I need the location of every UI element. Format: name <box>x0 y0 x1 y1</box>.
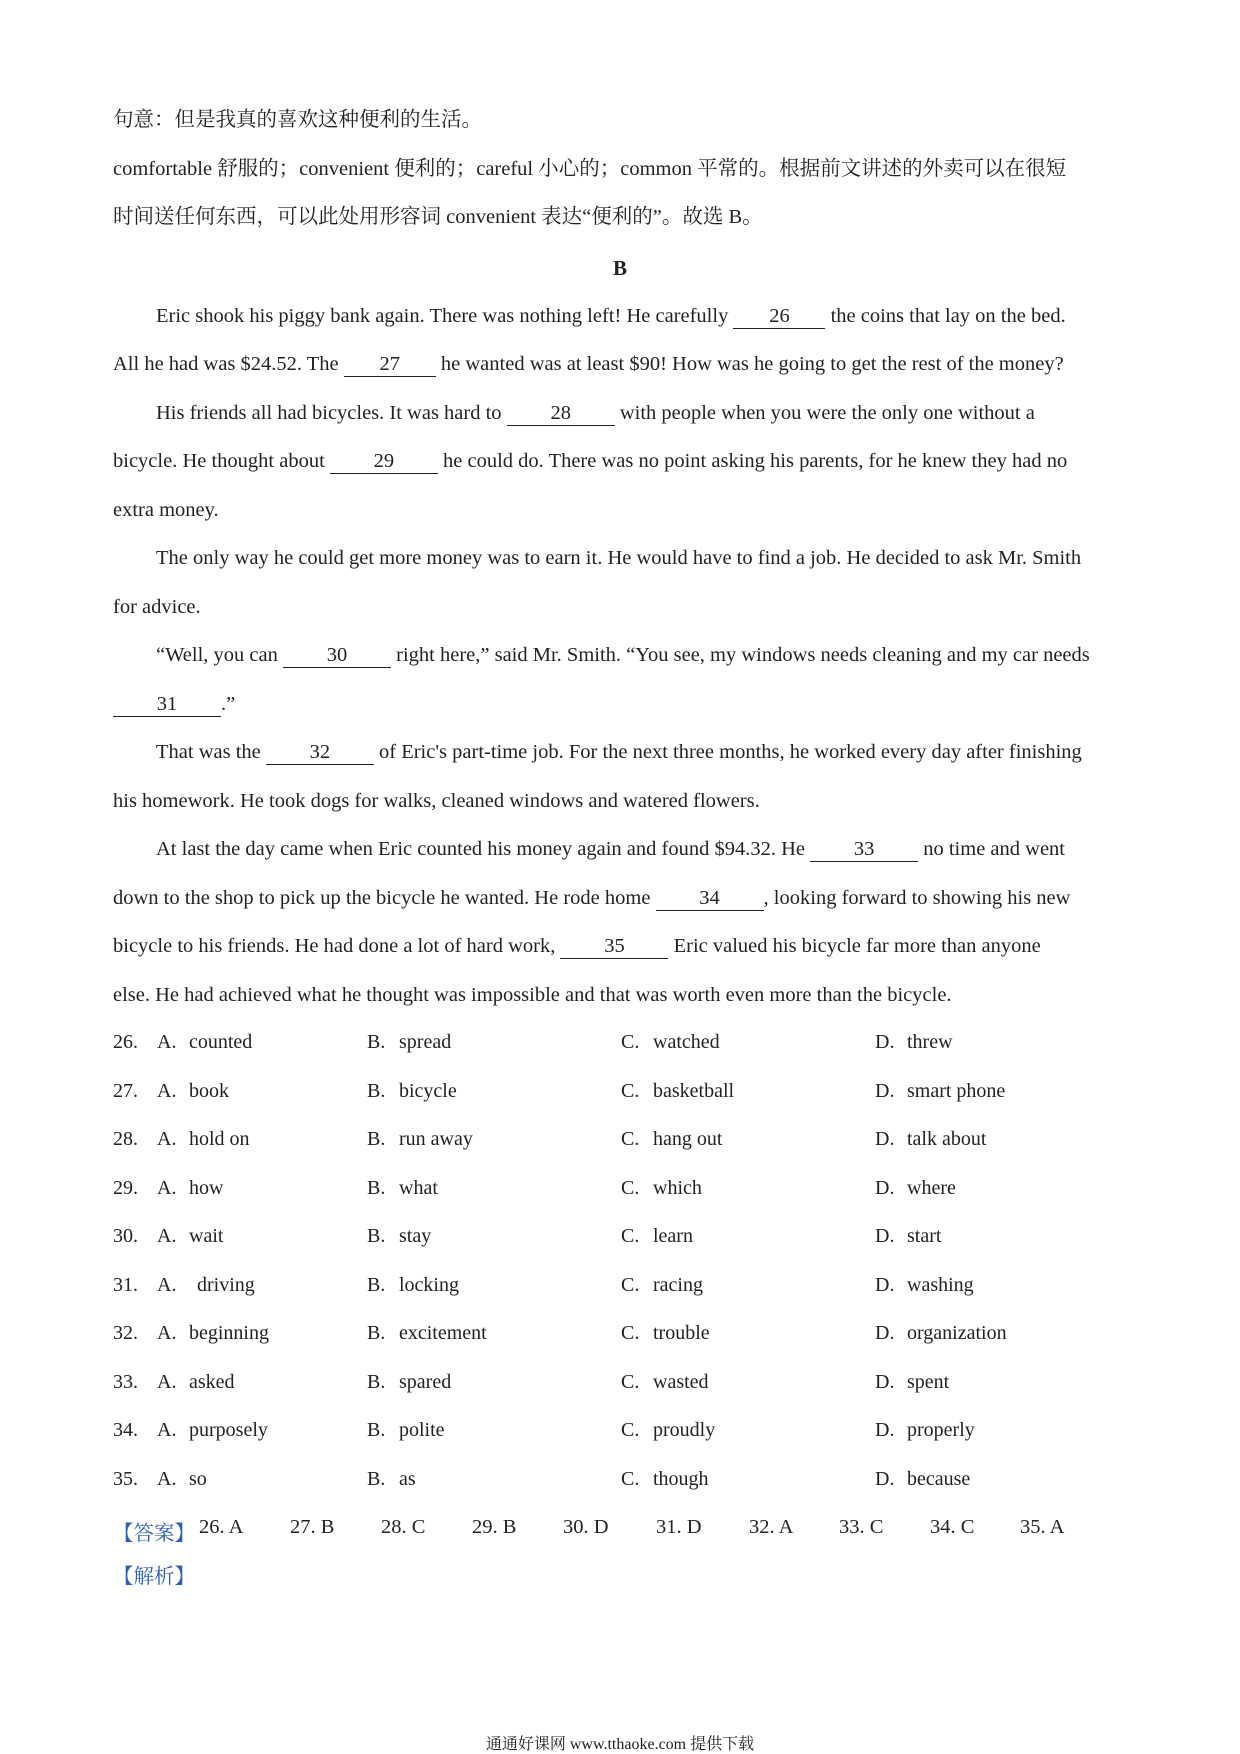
question-row <box>113 1322 1113 1352</box>
option-text: spared <box>399 1371 452 1393</box>
option-letter: D. <box>875 1322 895 1344</box>
question-row <box>113 1080 1113 1110</box>
option-text: how <box>189 1177 224 1199</box>
option-text: which <box>653 1177 702 1199</box>
option-text: hold on <box>189 1128 250 1150</box>
option-letter: A. <box>157 1128 177 1150</box>
option-text: locking <box>399 1274 459 1296</box>
option-letter: C. <box>621 1080 640 1102</box>
passage-line: for advice. <box>113 596 201 618</box>
answer-item: 27. B <box>290 1516 335 1538</box>
option-letter: D. <box>875 1128 895 1150</box>
question-number: 31. <box>113 1274 138 1296</box>
option-text: where <box>907 1177 956 1199</box>
option-letter: B. <box>367 1177 386 1199</box>
option-letter: A. <box>157 1371 177 1393</box>
option-text: washing <box>907 1274 974 1296</box>
blank-30: 30 <box>283 644 391 668</box>
answer-row <box>113 1516 1113 1546</box>
explanation-line-1: 句意：但是我真的喜欢这种便利的生活。 <box>113 109 482 131</box>
question-number: 29. <box>113 1177 138 1199</box>
question-number: 35. <box>113 1468 138 1490</box>
question-row <box>113 1225 1113 1255</box>
option-letter: A. <box>157 1468 177 1490</box>
blank-26: 26 <box>733 305 825 329</box>
question-row <box>113 1468 1113 1498</box>
blank-31: 31 <box>113 693 221 717</box>
answer-item: 33. C <box>839 1516 884 1538</box>
option-letter: B. <box>367 1274 386 1296</box>
option-letter: A. <box>157 1322 177 1344</box>
option-text: talk about <box>907 1128 987 1150</box>
option-text: smart phone <box>907 1080 1006 1102</box>
passage-line: down to the shop to pick up the bicycle he wanted. He rode home 34 , looking forward to showing his new <box>113 887 1071 909</box>
option-text: basketball <box>653 1080 735 1102</box>
option-text: book <box>189 1080 229 1102</box>
passage-line: At last the day came when Eric counted his money again and found $94.32. He 33 no time and went <box>156 838 1065 860</box>
blank-28: 28 <box>507 402 615 426</box>
passage-line: The only way he could get more money was to earn it. He would have to find a job. He decided to ask Mr. Smith <box>156 547 1082 569</box>
answer-item: 31. D <box>656 1516 702 1538</box>
question-row <box>113 1371 1113 1401</box>
explanation-line-3: 时间送任何东西，可以此处用形容词 convenient 表达“便利的”。故选 B。 <box>113 206 763 228</box>
question-number: 30. <box>113 1225 138 1247</box>
option-letter: B. <box>367 1080 386 1102</box>
answer-item: 26. A <box>199 1516 244 1538</box>
passage-line: his homework. He took dogs for walks, cleaned windows and watered flowers. <box>113 790 760 812</box>
blank-33: 33 <box>810 838 918 862</box>
option-text: learn <box>653 1225 693 1247</box>
option-letter: C. <box>621 1371 640 1393</box>
option-letter: A. <box>157 1177 177 1199</box>
option-letter: D. <box>875 1177 895 1199</box>
option-letter: D. <box>875 1274 895 1296</box>
option-text: spent <box>907 1371 950 1393</box>
option-text: organization <box>907 1322 1007 1344</box>
option-letter: B. <box>367 1128 386 1150</box>
option-text: wasted <box>653 1371 709 1393</box>
option-text: stay <box>399 1225 432 1247</box>
option-letter: D. <box>875 1031 895 1053</box>
option-letter: D. <box>875 1080 895 1102</box>
option-letter: A. <box>157 1274 177 1296</box>
question-number: 27. <box>113 1080 138 1102</box>
blank-29: 29 <box>330 450 438 474</box>
option-letter: C. <box>621 1468 640 1490</box>
option-letter: D. <box>875 1419 895 1441</box>
option-letter: A. <box>157 1225 177 1247</box>
question-number: 28. <box>113 1128 138 1150</box>
option-text: excitement <box>399 1322 487 1344</box>
question-number: 26. <box>113 1031 138 1053</box>
blank-35: 35 <box>560 935 668 959</box>
passage-line: All he had was $24.52. The 27 he wanted was at least $90! How was he going to get the rest of the money? <box>113 353 1064 375</box>
passage-line: bicycle. He thought about 29 he could do. There was no point asking his parents, for he knew they had no <box>113 450 1068 472</box>
option-text: start <box>907 1225 942 1247</box>
option-text: because <box>907 1468 971 1490</box>
option-text: proudly <box>653 1419 716 1441</box>
analysis-label: 【解析】 <box>113 1566 195 1588</box>
option-text: counted <box>189 1031 253 1053</box>
option-letter: A. <box>157 1080 177 1102</box>
option-letter: B. <box>367 1322 386 1344</box>
option-text: racing <box>653 1274 703 1296</box>
option-letter: C. <box>621 1322 640 1344</box>
section-title: B <box>612 256 627 280</box>
option-text: properly <box>907 1419 975 1441</box>
passage-line: else. He had achieved what he thought was impossible and that was worth even more than the bicycle. <box>113 984 952 1006</box>
option-letter: C. <box>621 1031 640 1053</box>
option-text: so <box>189 1468 207 1490</box>
option-text: wait <box>189 1225 224 1247</box>
explanation-line-2: comfortable 舒服的；convenient 便利的；careful 小心的；common 平常的。根据前文讲述的外卖可以在很短 <box>113 158 1067 180</box>
option-text: driving <box>197 1274 255 1296</box>
passage-line: “Well, you can 30 right here,” said Mr. Smith. “You see, my windows needs cleaning and my car needs <box>156 644 1090 666</box>
option-text: hang out <box>653 1128 723 1150</box>
question-number: 34. <box>113 1419 138 1441</box>
option-letter: B. <box>367 1371 386 1393</box>
option-letter: B. <box>367 1419 386 1441</box>
option-letter: C. <box>621 1128 640 1150</box>
passage-line: That was the 32 of Eric's part-time job. For the next three months, he worked every day after finishing <box>156 741 1082 763</box>
answer-item: 29. B <box>472 1516 517 1538</box>
answer-item: 34. C <box>930 1516 975 1538</box>
passage-line: extra money. <box>113 499 219 521</box>
option-text: what <box>399 1177 438 1199</box>
option-text: as <box>399 1468 416 1490</box>
option-text: asked <box>189 1371 235 1393</box>
option-letter: B. <box>367 1225 386 1247</box>
option-letter: D. <box>875 1371 895 1393</box>
option-letter: C. <box>621 1419 640 1441</box>
option-text: though <box>653 1468 709 1490</box>
answer-item: 32. A <box>749 1516 794 1538</box>
question-number: 33. <box>113 1371 138 1393</box>
option-letter: A. <box>157 1031 177 1053</box>
passage-line: Eric shook his piggy bank again. There was nothing left! He carefully 26 the coins that lay on the bed. <box>156 305 1066 327</box>
option-text: trouble <box>653 1322 710 1344</box>
answer-item: 30. D <box>563 1516 609 1538</box>
footer-text: 通通好课网 www.tthaoke.com 提供下载 <box>485 1736 755 1753</box>
option-letter: B. <box>367 1031 386 1053</box>
option-text: spread <box>399 1031 452 1053</box>
option-text: purposely <box>189 1419 268 1441</box>
answer-item: 28. C <box>381 1516 426 1538</box>
question-row <box>113 1128 1113 1158</box>
question-number: 32. <box>113 1322 138 1344</box>
answer-item: 35. A <box>1020 1516 1065 1538</box>
option-letter: C. <box>621 1177 640 1199</box>
blank-32: 32 <box>266 741 374 765</box>
option-letter: B. <box>367 1468 386 1490</box>
option-text: watched <box>653 1031 720 1053</box>
answer-label: 【答案】 <box>113 1523 195 1545</box>
question-row <box>113 1177 1113 1207</box>
option-text: run away <box>399 1128 473 1150</box>
passage-line: bicycle to his friends. He had done a lot of hard work, 35 Eric valued his bicycle far more than anyone <box>113 935 1041 957</box>
passage-line: His friends all had bicycles. It was hard to 28 with people when you were the only one without a <box>156 402 1035 424</box>
passage-line: 31 .” <box>113 692 1133 717</box>
option-text: threw <box>907 1031 953 1053</box>
option-letter: A. <box>157 1419 177 1441</box>
option-text: bicycle <box>399 1080 457 1102</box>
question-row <box>113 1274 1113 1304</box>
option-letter: D. <box>875 1468 895 1490</box>
blank-27: 27 <box>344 353 436 377</box>
option-text: polite <box>399 1419 445 1441</box>
option-text: beginning <box>189 1322 269 1344</box>
question-row <box>113 1419 1113 1449</box>
blank-34: 34 <box>656 887 764 911</box>
option-letter: C. <box>621 1274 640 1296</box>
question-row <box>113 1031 1113 1061</box>
option-letter: D. <box>875 1225 895 1247</box>
option-letter: C. <box>621 1225 640 1247</box>
